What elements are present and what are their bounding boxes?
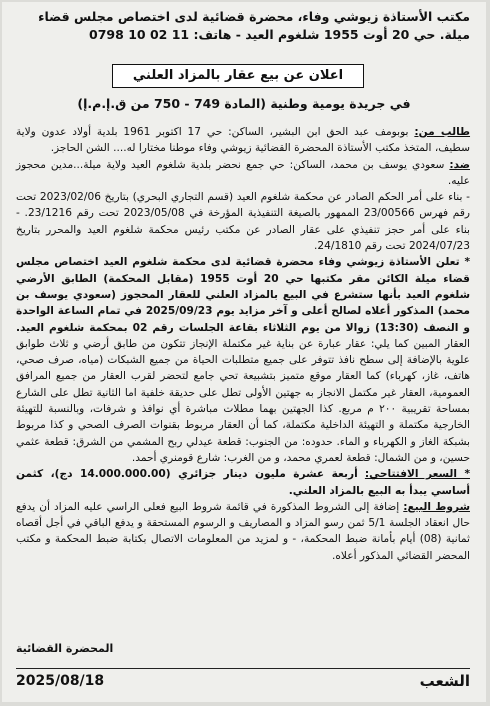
newspaper-name: الشعب [419,672,470,690]
announcement-lead: * تعلن الأستاذة زيوشي وفاء محضرة قضائية لدى محكمة شلغوم العيد اختصاص مجلس قضاء ميلة الكائن مقر مكتبها حي 20 أوت 1955 (مقابل المحكمة) الطابق الأرضي شلغوم العيد بأنها ستشرع في البيع بالمزاد العلني للعقار المحجوز (سعودي يوسف بن محمد) المذكور أعلاه لصالح أعلى و آخر مزايد يوم 2025/09/23 في تمام الساعة الواحدة و النصف (13:30) زوالا من يوم الثلاثاء بقاعة الجلسات رقم 02 بمحكمة شلغوم العيد. [16,256,471,334]
notice-title-box: اعلان عن بيع عقار بالمزاد العلني [112,64,364,88]
plaintiff-text: بوبومف عبد الحق ابن البشير، الساكن: حي 17 اكتوبر 1961 بلدية أولاد عدون ولاية سطيف، المتخذ مكتب الأستاذة المحضرة القضائية زيوشي وفاء موطنا مختارا له.... الشن الحاجز. [16,126,470,155]
publication-date: 2025/08/18 [16,673,105,689]
notice-body [16,124,470,564]
defendant-paragraph [16,157,470,190]
conditions-label: شروط البيع: [403,500,470,513]
defendant-label: ضد: [449,158,470,171]
conditions-text: إضافة إلى الشروط المذكورة في قائمة شروط البيع فعلى الراسي عليه المزاد أن يدفع حال انعقاد الجلسة 5/1 ثمن رسو المزاد و المصاريف و الرسوم المستحقة و يدفع الباقي في أجل أقصاه ثمانية (08) أيام بأمانة ضبط المحكمة، - و لمزيد من المعلومات الاتصال بكتابة ضبط المحكمة و مكتب المحضر القضائي المذكور أعلاه. [16,500,470,562]
price-text: أربعة عشرة مليون دينار جزائري (14.000.000.00 دج)، كثمن أساسي يبدأ به البيع بالمزاد العلني. [16,468,470,497]
newspaper-footer [16,668,470,693]
notice-subtitle: في جريدة يومية وطنية (المادة 749 - 750 من ق.إ.م.إ) [77,96,411,111]
plaintiff-paragraph [16,124,470,157]
price-label: * السعر الافتتاحي: [364,468,470,481]
header-line-1: مكتب الأستاذة زيوشي وفاء، محضرة قضائية لدى اختصاص مجلس قضاء [38,9,470,24]
property-description: العقار المبين كما يلي: عقار عبارة عن بناية غير مكتملة الإنجاز تتكون من طابق أرضي و ثلاث طوابق علوية بالإضافة إلى سطح نافذ تتوفر على جميع متطلبات الحياة من جميع الشبكات (مياه، صرف صحي، هاتف، غاز، كهرباء) كما العقار موقع متميز بتشبيعة تحي جامع لتحضر لقرب العقار من جميع المرافق العمومية، العقار غير مكتمل الانجاز به جهتين الأولى تطل على حديقة خلفية اما الثانية تطل على الشارع بمساحة تقريبية ٢٠٠ م مربع. كذا الجهتين بهما مطلات مباشرة أي نوافذ و شرفات، وبالنسبة للتهيئة الخارجية مكتملة و التهيئة الداخلية مكتملة، كما أن العقار مربوط بقنوات الصرف الصحي و كذا مربوط بشبكة الغاز و الكهرباء و الماء. حدوده: من الجنوب: قطعة عيدلي ربح المشمي من الشرق: قطعة عثمي حسين، و من الشمال: قطعة لعمري محمد، و من الغرب: شارع قومنري أحمد. [16,337,470,464]
defendant-text: سعودي يوسف بن محمد، الساكن: حي جمع نحضر بلدية شلغوم العيد ولاية ميلة...مدين محجوز عليه. [16,158,470,187]
announcement-paragraph [16,254,470,466]
legal-notice-page [2,2,486,702]
plaintiff-label: طالب من: [414,126,471,138]
price-paragraph [16,466,470,499]
bailiff-office-header [20,8,470,44]
header-line-2: ميلة. حي 20 أوت 1955 شلغوم العيد - هاتف: 11 02 10 0798 [89,27,470,42]
bailiff-signature: المحضرة القضائية [16,642,114,655]
judgment-paragraph: - بناء على أمر الحكم الصادر عن محكمة شلغوم العيد (قسم التجاري البحري) بتاريخ 2023/02/06 تحت رقم فهرس 23/00566 الممهور بالصيغة التنفيذية المؤرخة في 2023/05/08 تحت رقم 23/1216. - بناء على أمر حجز تنفيذي على عقار الصادر عن مكتب رئيس محكمة شلغوم العيد والمحرر بتاريخ 2024/07/23 تحت رقم 24/1810. [16,191,470,253]
conditions-paragraph [16,499,470,564]
